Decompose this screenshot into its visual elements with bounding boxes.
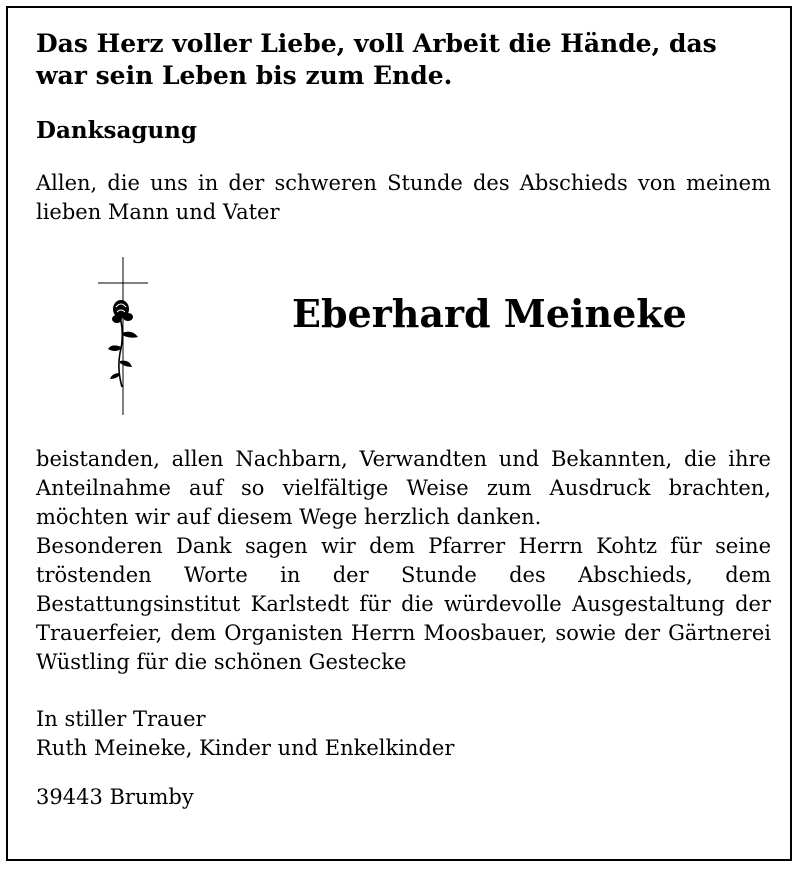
name-row bbox=[36, 227, 771, 445]
signatories: Ruth Meineke, Kinder und Enkelkinder bbox=[36, 736, 455, 760]
deceased-name: Eberhard Meineke bbox=[292, 291, 687, 336]
body-special-thanks: Besonderen Dank sagen wir dem Pfarrer Herrn Kohtz für seine tröstenden Worte in der Stunde des Abschieds, dem Bestattungsinstitut Karlstedt für die würdevolle Ausgestaltung der Trauerfeier, dem Organisten Herrn Moosbauer, sowie der Gärtnerei Wüstling für die schönen Gestecke bbox=[36, 534, 771, 674]
notice-frame bbox=[6, 6, 792, 861]
closing-line: In stiller Trauer bbox=[36, 707, 206, 731]
place: 39443 Brumby bbox=[36, 785, 194, 809]
cross-with-rose-icon bbox=[98, 257, 148, 417]
intro-text: Allen, die uns in der schweren Stunde des Abschieds von meinem lieben Mann und Vater bbox=[36, 171, 771, 224]
motto: Das Herz voller Liebe, voll Arbeit die Hände, das war sein Leben bis zum Ende. bbox=[36, 29, 717, 90]
closing-block bbox=[36, 705, 771, 763]
notice-content bbox=[36, 28, 771, 812]
body-thanks: beistanden, allen Nachbarn, Verwandten und Bekannten, die ihre Anteilnahme auf so vielfältige Weise zum Ausdruck brachten, möchten wir auf diesem Wege herzlich danken. bbox=[36, 447, 771, 529]
heading-danksagung: Danksagung bbox=[36, 117, 197, 144]
